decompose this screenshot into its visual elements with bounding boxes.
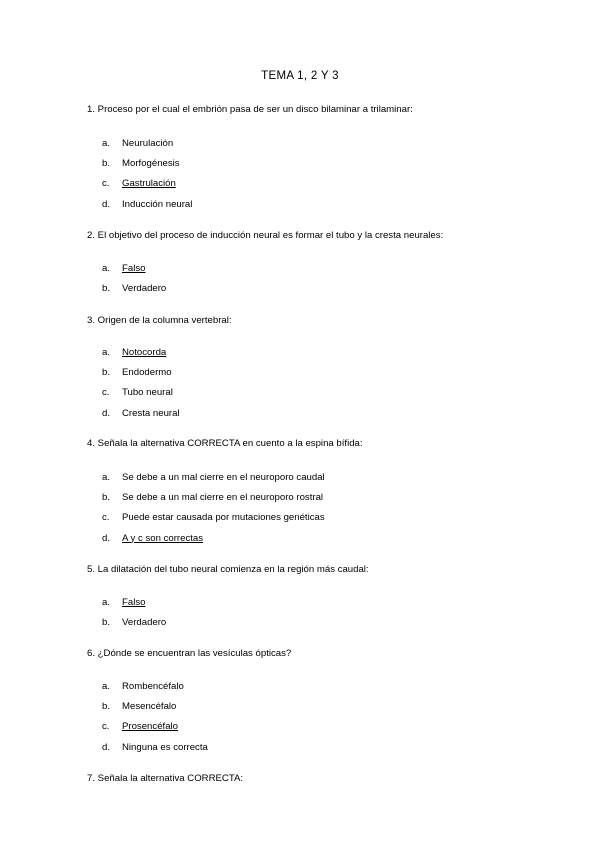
option-letter: a. <box>102 597 111 608</box>
question-4: 4. Señala la alternativa CORRECTA en cuento a la espina bífida: <box>87 438 363 449</box>
option-text: Se debe a un mal cierre en el neuroporo rostral <box>122 492 324 504</box>
question-5: 5. La dilatación del tubo neural comienza en la región más caudal: <box>87 564 369 575</box>
option-letter: b. <box>102 492 111 504</box>
option-text: Puede estar causada por mutaciones genéticas <box>122 512 325 524</box>
question-4-option-3 <box>102 512 325 523</box>
option-letter: d. <box>102 407 111 419</box>
question-1-option-4 <box>102 199 192 210</box>
option-text: Ninguna es correcta <box>122 741 208 753</box>
question-3-option-4 <box>102 408 180 419</box>
option-letter: b. <box>102 617 111 629</box>
option-letter: d. <box>102 741 111 753</box>
option-text: Verdadero <box>122 283 167 295</box>
option-letter: b. <box>102 283 111 295</box>
correct-answer-text: A y c son correctas <box>122 532 204 544</box>
question-6-option-2 <box>102 701 176 712</box>
option-text: Inducción neural <box>122 198 193 210</box>
correct-answer-text: Notocorda <box>122 347 167 358</box>
option-text: Rombencéfalo <box>122 681 184 692</box>
question-6-option-4 <box>102 742 208 753</box>
option-letter: c. <box>102 178 110 190</box>
option-text: Endodermo <box>122 367 172 379</box>
option-text: Morfogénesis <box>122 158 180 170</box>
option-letter: a. <box>102 263 111 274</box>
question-6: 6. ¿Dónde se encuentran las vesículas ópticas? <box>87 648 292 659</box>
question-4-option-2 <box>102 492 323 503</box>
question-6-option-3 <box>102 721 178 732</box>
option-letter: a. <box>102 138 111 149</box>
question-6-option-1 <box>102 681 184 692</box>
option-text: Tubo neural <box>122 387 173 399</box>
option-text: Neurulación <box>122 138 174 149</box>
question-3-option-3 <box>102 387 173 398</box>
question-3-option-1 <box>102 347 166 358</box>
option-letter: b. <box>102 367 111 379</box>
question-2-option-2 <box>102 283 166 294</box>
correct-answer-text: Gastrulación <box>122 178 176 190</box>
question-1: 1. Proceso por el cual el embrión pasa de ser un disco bilaminar a trilaminar: <box>87 104 413 115</box>
question-2-option-1 <box>102 263 145 274</box>
option-letter: d. <box>102 198 111 210</box>
question-7: 7. Señala la alternativa CORRECTA: <box>87 773 244 784</box>
question-4-option-1 <box>102 472 325 483</box>
option-letter: a. <box>102 347 111 358</box>
option-text: Verdadero <box>122 617 167 629</box>
option-letter: c. <box>102 512 110 524</box>
question-2: 2. El objetivo del proceso de inducción neural es formar el tubo y la cresta neurales: <box>87 230 444 241</box>
correct-answer-text: Prosencéfalo <box>122 721 178 733</box>
option-letter: b. <box>102 158 111 170</box>
option-letter: c. <box>102 721 110 733</box>
option-text: Se debe a un mal cierre en el neuroporo caudal <box>122 472 325 483</box>
correct-answer-text: Falso <box>122 263 146 274</box>
option-letter: a. <box>102 472 111 483</box>
question-3-option-2 <box>102 367 172 378</box>
question-5-option-1 <box>102 597 145 608</box>
option-letter: b. <box>102 701 111 713</box>
question-1-option-3 <box>102 178 176 189</box>
page-title: TEMA 1, 2 Y 3 <box>261 70 339 82</box>
option-text: Cresta neural <box>122 407 180 419</box>
option-letter: c. <box>102 387 110 399</box>
option-text: Mesencéfalo <box>122 701 177 713</box>
correct-answer-text: Falso <box>122 597 146 608</box>
question-3: 3. Origen de la columna vertebral: <box>87 315 232 326</box>
option-letter: d. <box>102 532 111 544</box>
question-4-option-4 <box>102 533 203 544</box>
question-5-option-2 <box>102 617 166 628</box>
question-1-option-2 <box>102 158 180 169</box>
option-letter: a. <box>102 681 111 692</box>
question-1-option-1 <box>102 138 173 149</box>
